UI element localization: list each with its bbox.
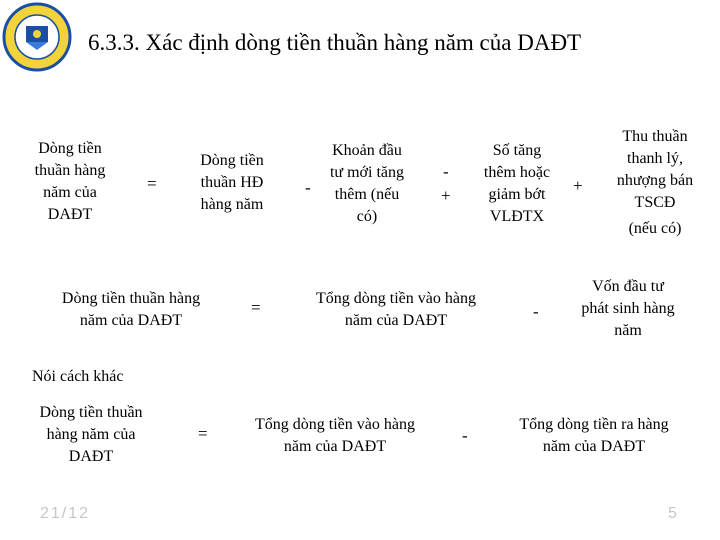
formula1-term4-line: Thu thuần: [622, 128, 688, 145]
formula2-lhs-line: năm của DAĐT: [79, 312, 183, 329]
formula2-term1-line: Tổng dòng tiền vào hàng: [316, 290, 476, 307]
formula2-term2: [560, 276, 696, 342]
formula3-lhs-line: hàng năm của: [46, 426, 136, 443]
formula3-term1-line: năm của DAĐT: [283, 438, 387, 455]
formula1-term2-line: tư mới tăng: [329, 164, 404, 181]
formula1-plus-2: +: [573, 176, 583, 195]
formula1-term3: [462, 140, 572, 228]
formula1-term2: [312, 140, 422, 228]
formula1-lhs: [10, 138, 130, 226]
formula1-term3-line: Số tăng: [492, 142, 542, 159]
formula2-term1: [284, 288, 508, 332]
formula1-term4-line: nhượng bán: [616, 172, 694, 189]
formula1-term2-line: Khoản đầu: [332, 142, 402, 159]
formula2-term2-line: Vốn đầu tư: [592, 278, 664, 295]
formula2-lhs-line: Dòng tiền thuần hàng: [61, 290, 201, 307]
formula1-term4-line: (nếu có): [628, 220, 682, 237]
formula3-lhs-line: Dòng tiền thuần: [39, 404, 143, 421]
formula1-lhs-line: năm của: [43, 184, 97, 201]
formula2-term2-line: năm: [614, 322, 642, 339]
formula1-term1-line: Dòng tiền: [200, 152, 264, 169]
formula1-minus-2: -: [443, 162, 449, 181]
formula1-term4-line: thanh lý,: [627, 150, 683, 167]
formula1-term2-line: thêm (nếu: [334, 186, 400, 203]
formula2-term2-line: phát sinh hàng: [581, 300, 675, 317]
formula1-term3-line: giảm bớt: [488, 186, 546, 203]
formula1-term4-line: TSCĐ: [634, 194, 676, 211]
formula3-equals: =: [198, 424, 208, 443]
formula1-plus: +: [441, 186, 451, 205]
formula3-lhs-line: DAĐT: [68, 448, 114, 465]
formula3-term1: [222, 414, 448, 458]
academy-logo: [2, 2, 72, 72]
formula3-lhs: [28, 402, 154, 468]
page-number: 5: [668, 505, 677, 522]
formula1-term3-line: VLĐTX: [489, 208, 545, 225]
formula3-term2-line: Tổng dòng tiền ra hàng: [519, 416, 669, 433]
formula1-term1: [174, 150, 290, 216]
formula3-term2: [482, 414, 706, 458]
page-title: 6.3.3. Xác định dòng tiền thuần hàng năm của DAĐT: [88, 30, 582, 55]
formula1-term1-line: hàng năm: [200, 196, 264, 213]
formula1-term3-line: thêm hoặc: [483, 164, 551, 181]
formula2-term1-line: năm của DAĐT: [344, 312, 448, 329]
formula1-lhs-line: DAĐT: [47, 206, 93, 223]
other-words-label: Nói cách khác: [32, 368, 124, 385]
formula1-equals: =: [147, 174, 157, 193]
formula3-term1-line: Tổng dòng tiền vào hàng: [255, 416, 415, 433]
formula3-minus: -: [462, 426, 468, 445]
formula1-term4: [594, 126, 716, 240]
footer-date: 21/12: [40, 505, 91, 522]
formula1-lhs-line: thuần hàng: [34, 162, 106, 179]
formula2-equals: =: [251, 298, 261, 317]
formula2-lhs: [28, 288, 234, 332]
formula1-term1-line: thuần HĐ: [200, 174, 264, 191]
formula1-lhs-line: Dòng tiền: [38, 140, 102, 157]
formula1-term2-line: có): [356, 208, 378, 225]
formula3-term2-line: năm của DAĐT: [542, 438, 646, 455]
formula1-minus: -: [305, 178, 311, 197]
formula2-minus: -: [533, 302, 539, 321]
